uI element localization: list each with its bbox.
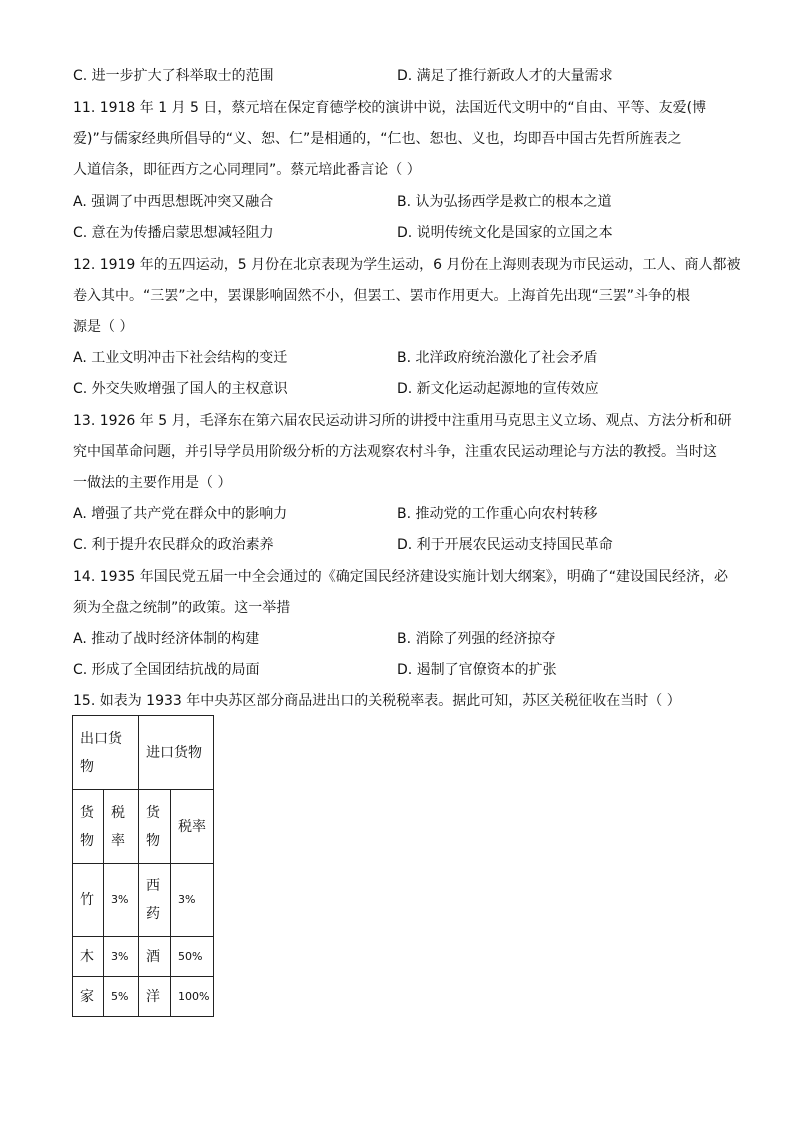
export-goods-cell: 木 — [73, 937, 104, 977]
import-rate-cell: 100% — [171, 977, 214, 1017]
table-header-row — [73, 716, 214, 790]
q12-stem-line3: 源是（ ） — [73, 319, 134, 335]
q10-option-d: D. 满足了推行新政人才的大量需求 — [397, 68, 613, 84]
q11-option-c: C. 意在为传播启蒙思想减轻阻力 — [73, 225, 274, 241]
q11-option-b: B. 认为弘扬西学是救亡的根本之道 — [397, 194, 612, 210]
export-rate-col-header — [104, 790, 139, 864]
export-goods-col-header — [73, 790, 104, 864]
q13-option-a: A. 增强了共产党在群众中的影响力 — [73, 506, 288, 522]
q12-option-a: A. 工业文明冲击下社会结构的变迁 — [73, 350, 288, 366]
import-goods-header: 进口货物 — [139, 716, 214, 790]
q12-options-cd — [73, 379, 733, 399]
import-goods-col-line2: 物 — [146, 832, 160, 849]
q11-option-d: D. 说明传统文化是国家的立国之本 — [397, 225, 613, 241]
q13-stem-line1: 13. 1926 年 5 月，毛泽东在第六届农民运动讲习所的讲授中注重用马克思主义立场、观点、方法分析和研 — [73, 413, 732, 429]
import-goods-cell — [139, 864, 171, 937]
q12-option-b: B. 北洋政府统治激化了社会矛盾 — [397, 350, 598, 366]
q12-options-ab — [73, 348, 733, 368]
table-row — [73, 977, 214, 1017]
import-goods-cell: 洋 — [139, 977, 171, 1017]
export-goods-cell: 家 — [73, 977, 104, 1017]
import-goods-cell: 酒 — [139, 937, 171, 977]
q12-option-d: D. 新文化运动起源地的宣传效应 — [397, 381, 599, 397]
export-rate-col-line1: 税 — [111, 804, 125, 821]
export-rate-cell: 3% — [104, 937, 139, 977]
q14-options-cd — [73, 660, 733, 680]
import-goods-col-header — [139, 790, 171, 864]
q13-option-c: C. 利于提升农民群众的政治素养 — [73, 537, 274, 553]
q12-stem-line1: 12. 1919 年的五四运动，5 月份在北京表现为学生运动，6 月份在上海则表现为市民运动，工人、商人都被 — [73, 257, 741, 273]
table-subheader-row — [73, 790, 214, 864]
import-goods-cell-line1: 西 — [146, 878, 160, 894]
export-rate-cell: 3% — [104, 864, 139, 937]
export-goods-header — [73, 716, 139, 790]
export-rate-col-line2: 率 — [111, 832, 125, 849]
export-rate-cell: 5% — [104, 977, 139, 1017]
export-goods-cell: 竹 — [73, 864, 104, 937]
q12-option-c: C. 外交失败增强了国人的主权意识 — [73, 381, 288, 397]
import-goods-cell-line2: 药 — [146, 906, 160, 922]
export-goods-col-line1: 货 — [80, 804, 94, 821]
q10-options-cd — [73, 66, 733, 86]
q11-stem-line3: 人道信条，即征西方之心同理同”。蔡元培此番言论（ ） — [73, 162, 421, 178]
q12-stem-line2: 卷入其中。“三罢”之中，罢课影响固然不小，但罢工、罢市作用更大。上海首先出现“三罢”斗争的根 — [73, 288, 691, 304]
q14-option-c: C. 形成了全国团结抗战的局面 — [73, 662, 260, 678]
tariff-table — [72, 715, 214, 1017]
table-row — [73, 864, 214, 937]
q11-option-a: A. 强调了中西思想既冲突又融合 — [73, 194, 274, 210]
q13-options-cd — [73, 535, 733, 555]
q14-stem-line2: 须为全盘之统制”的政策。这一举措 — [73, 600, 291, 616]
import-rate-cell: 3% — [171, 864, 214, 937]
export-goods-col-line2: 物 — [80, 832, 94, 849]
q14-options-ab — [73, 629, 733, 649]
q15-stem: 15. 如表为 1933 年中央苏区部分商品进出口的关税税率表。据此可知，苏区关税征收在当时（ ） — [73, 693, 681, 709]
table-row — [73, 937, 214, 977]
import-rate-col-header: 税率 — [171, 790, 214, 864]
q13-option-b: B. 推动党的工作重心向农村转移 — [397, 506, 598, 522]
q11-stem-line2: 爱)”与儒家经典所倡导的“义、恕、仁”是相通的，“仁也、恕也、义也，均即吾中国古先哲所旌表之 — [73, 131, 682, 147]
q14-stem-line1: 14. 1935 年国民党五届一中全会通过的《确定国民经济建设实施计划大纲案》，明确了“建设国民经济，必 — [73, 569, 729, 585]
import-rate-cell: 50% — [171, 937, 214, 977]
q13-options-ab — [73, 504, 733, 524]
q14-option-a: A. 推动了战时经济体制的构建 — [73, 631, 260, 647]
q14-option-d: D. 遏制了官僚资本的扩张 — [397, 662, 557, 678]
import-goods-col-line1: 货 — [146, 804, 160, 821]
q13-stem-line3: 一做法的主要作用是（ ） — [73, 475, 232, 491]
q11-stem-line1: 11. 1918 年 1 月 5 日，蔡元培在保定育德学校的演讲中说，法国近代文明中的“自由、平等、友爱(博 — [73, 100, 707, 116]
q10-option-c: C. 进一步扩大了科举取士的范围 — [73, 68, 274, 84]
q14-option-b: B. 消除了列强的经济掠夺 — [397, 631, 556, 647]
export-header-line1: 出口货 — [80, 730, 122, 747]
export-header-line2: 物 — [80, 758, 94, 775]
q11-options-ab — [73, 192, 733, 212]
q13-stem-line2: 究中国革命问题，并引导学员用阶级分析的方法观察农村斗争，注重农民运动理论与方法的教授。当时这 — [73, 444, 717, 460]
q13-option-d: D. 利于开展农民运动支持国民革命 — [397, 537, 613, 553]
q11-options-cd — [73, 223, 733, 243]
